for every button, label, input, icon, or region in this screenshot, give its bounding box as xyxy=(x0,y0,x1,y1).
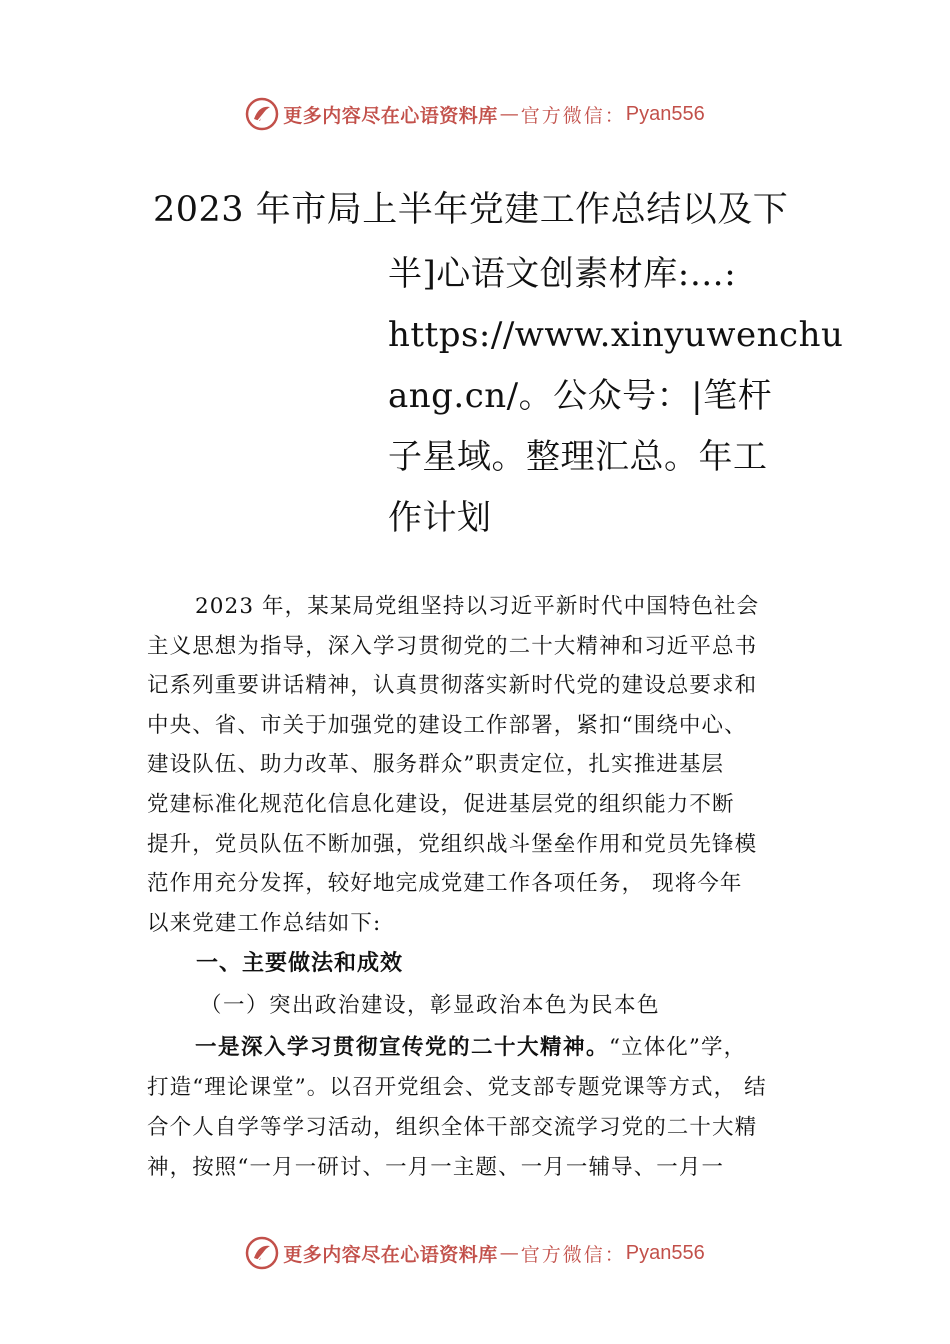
logo-icon xyxy=(245,97,279,131)
banner-dash: — xyxy=(499,1242,519,1264)
banner-brand: 更多内容尽在心语资料库 xyxy=(283,1243,498,1266)
banner-dash: — xyxy=(499,103,519,125)
banner-wechat-id: Pyan556 xyxy=(625,1241,705,1264)
footer-banner xyxy=(0,1233,950,1273)
document-title: 2023 年市局上半年党建工作总结以及下 xyxy=(153,190,789,230)
paragraph-line: 范作用充分发挥，较好地完成党建工作各项任务， 现将今年 xyxy=(147,871,743,897)
paragraph-line xyxy=(147,1028,819,1068)
header-banner xyxy=(0,94,950,134)
paragraph-line: 合个人自学等学习活动，组织全体干部交流学习党的二十大精 xyxy=(147,1115,758,1140)
paragraph-line: 神，按照“一月一研讨、一月一主题、一月一辅导、一月一 xyxy=(147,1155,725,1180)
paragraph-line: 2023 年，某某局党组坚持以习近平新时代中国特色社会 xyxy=(195,594,760,619)
banner-wechat-label: 官方微信： xyxy=(520,1243,626,1266)
section-heading: 一、主要做法和成效 xyxy=(196,951,404,976)
paragraph-line: 建设队伍、助力改革、服务群众”职责定位，扎实推进基层 xyxy=(147,752,725,778)
title-line: ang.cn/。公众号：|笔杆 xyxy=(388,376,773,416)
logo-icon xyxy=(245,1236,279,1270)
banner-wechat-label: 官方微信： xyxy=(520,104,626,127)
title-line: 半]心语文创素材库:…: xyxy=(388,254,737,294)
lead-bold-text: 一是深入学习贯彻宣传党的二十大精神。 xyxy=(195,1035,610,1060)
paragraph-line: 提升，党员队伍不断加强，党组织战斗堡垒作用和党员先锋模 xyxy=(147,831,758,857)
section-paragraph xyxy=(147,1028,819,1188)
banner-wechat-id: Pyan556 xyxy=(625,102,705,125)
paragraph-line: 记系列重要讲话精神，认真贯彻落实新时代党的建设总要求和 xyxy=(147,673,758,699)
paragraph-line: 打造“理论课堂”。以召开党组会、党支部专题党课等方式， 结 xyxy=(147,1075,767,1100)
paragraph-line: 主义思想为指导，深入学习贯彻党的二十大精神和习近平总书 xyxy=(147,633,758,659)
intro-paragraph xyxy=(147,587,819,943)
title-line: https://www.xinyuwenchu xyxy=(388,315,844,355)
paragraph-line: 中央、省、市关于加强党的建设工作部署，紧扣“围绕中心、 xyxy=(147,712,747,738)
paragraph-line: 以来党建工作总结如下: xyxy=(147,910,382,936)
lead-rest-text: “立体化”学， xyxy=(609,1035,747,1060)
title-line: 作计划 xyxy=(388,498,492,538)
title-continuation xyxy=(388,244,844,549)
title-line: 子星域。整理汇总。年工 xyxy=(388,437,768,477)
paragraph-line: 党建标准化规范化信息化建设，促进基层党的组织能力不断 xyxy=(147,791,735,817)
subsection-heading: （一）突出政治建设，彰显政治本色为民本色 xyxy=(200,993,661,1018)
banner-brand: 更多内容尽在心语资料库 xyxy=(283,104,498,127)
